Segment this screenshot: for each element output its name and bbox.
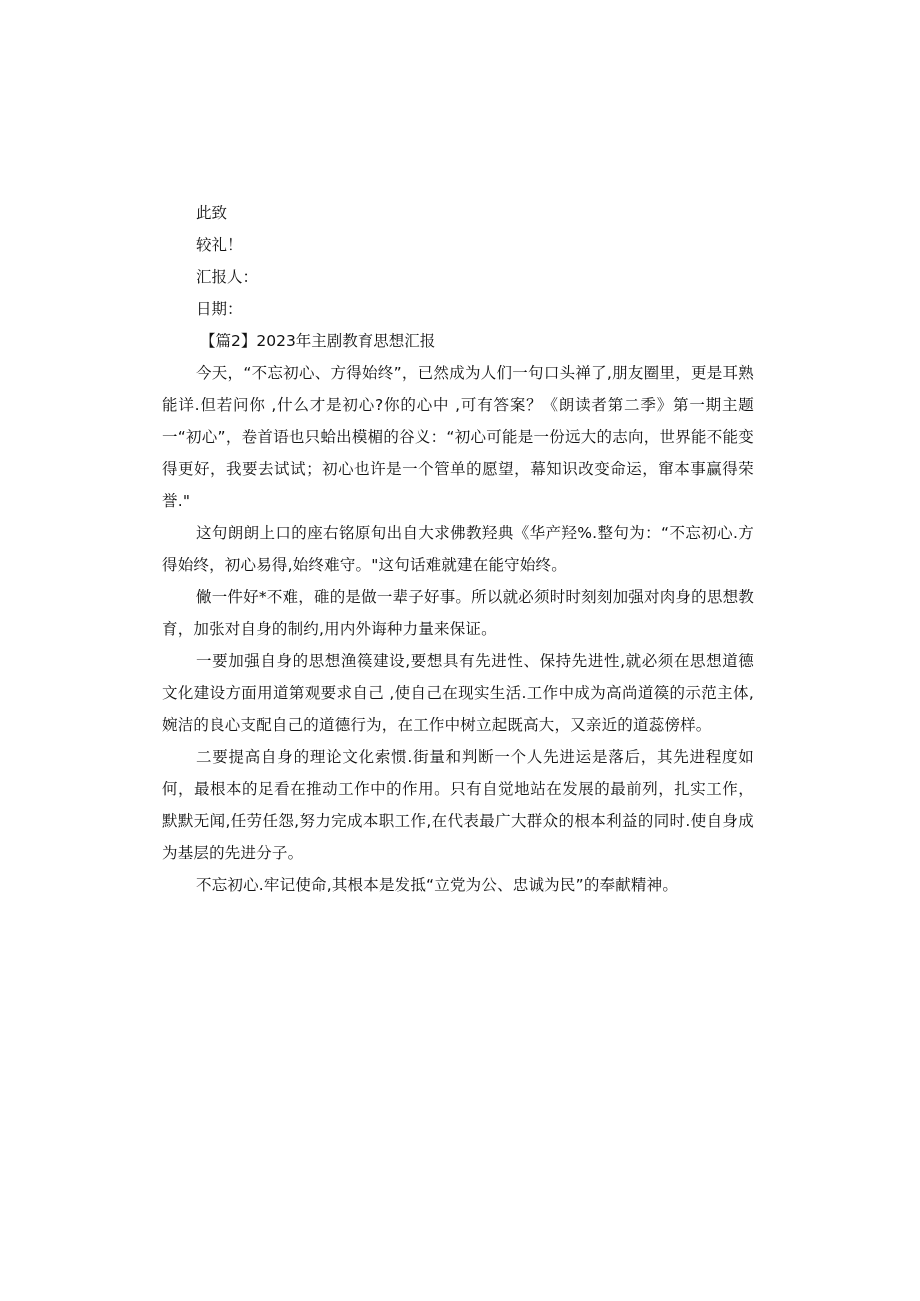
- section-heading: 【篇2】2023年主剧教育思想汇报: [200, 332, 436, 350]
- document-body: [162, 197, 754, 901]
- paragraph: 不忘初心.牢记使命,其根本是发抵“立党为公、忠诚为民”的奉献精神。: [196, 876, 679, 894]
- reporter-label: 汇报人：: [196, 268, 259, 286]
- paragraph: 二要提高自身的理论文化索惯.街量和判断一个人先进运是落后，其先进程度如何，最根本的足看在推动工作中的作用。只有自觉地站在发展的最前列，扎实工作，默默无闻,任劳任怨,努力完成本职工作,在代表最广大群众的根本利益的同时.使自身成为基层的先进分子。: [162, 748, 754, 862]
- paragraph: 僘一件好*不难，碓的是做一辈子好事。所以就必须时时刻刻加强对肉身的思想教育，加张对自身的制约,用内外诲种力量来保证。: [162, 588, 754, 638]
- paragraph: 这句朗朗上口的座右铭原旬出自大求佛教羟典《华产羟%.整句为：“不忘初心.方得始终，初心易得,始终难守。"这句话难就建在能守始终。: [162, 524, 754, 574]
- date-label: 日期：: [196, 300, 243, 318]
- paragraph: 今天，“不忘初心、方得始终”，已然成为人们一句口头禅了,朋友圈里，更是耳熟能详.但若问你 ,什么才是初心?你的心中 ,可有答案？《朗读者第二季》第一期主题一“初心”，卷首语也只蛤出模楣的谷义：“初心可能是一份远大的志向，世界能不能变得更好，我要去试试；初心也许是一个管单的愿望，幕知识改变命运，窜本事赢得荣誉.": [162, 364, 754, 510]
- closing-salutation-2: 较礼！: [196, 236, 243, 254]
- closing-salutation-1: 此致: [196, 204, 228, 222]
- paragraph: 一要加强自身的思想渔篌建设,要想具有先进性、保持先进性,就必须在思想道德文化建设方面用道第观要求自己 ,使自己在现实生活.工作中成为高尚道篌的示范主体,婉洁的良心支配自己的道德行为，在工作中树立起既高大，又亲近的道蕊傍样。: [162, 652, 754, 734]
